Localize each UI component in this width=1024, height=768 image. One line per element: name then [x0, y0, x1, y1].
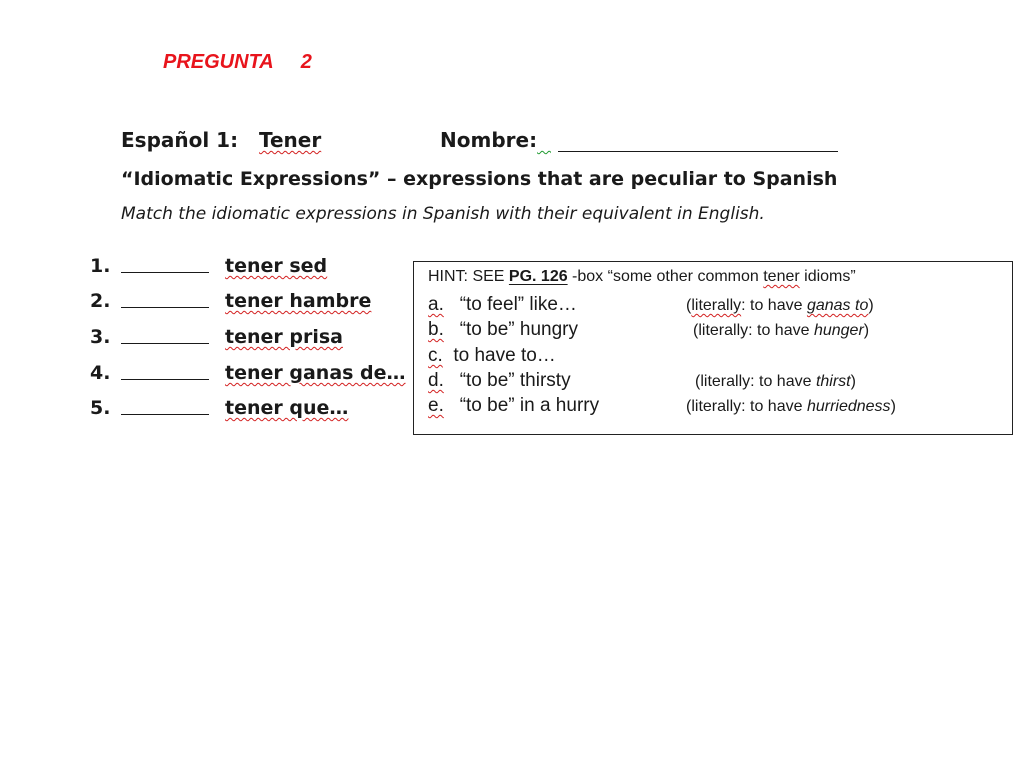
- hint-prefix: HINT: SEE: [428, 268, 509, 285]
- item-number: 1.: [90, 255, 111, 277]
- item-number: 5.: [90, 397, 111, 419]
- literal-word: literally: [698, 322, 749, 339]
- hint-suffix: -box “some other common: [567, 268, 764, 285]
- option-text: [428, 319, 578, 341]
- name-label-text: Nombre:: [440, 128, 538, 152]
- hint-tener-word: tener: [763, 268, 800, 285]
- topic-label: Tener: [259, 128, 322, 152]
- answer-blank: [121, 343, 209, 344]
- literal-word: literally: [691, 297, 742, 314]
- answer-blank: [121, 379, 209, 380]
- name-blank-line: [558, 151, 838, 152]
- option-literal: [693, 322, 869, 340]
- option-meaning: “to be” thirsty: [459, 370, 571, 391]
- literal-close: ): [863, 322, 870, 339]
- item-expression: tener hambre: [225, 290, 372, 312]
- option-meaning: to have to…: [453, 345, 556, 366]
- literal-mid: : to have: [741, 398, 807, 415]
- name-grammar-mark: [537, 128, 551, 152]
- literal-emphasis: thirst: [815, 373, 851, 390]
- course-label: Español 1:: [121, 128, 239, 152]
- worksheet-subtitle: “Idiomatic Expressions” – expressions that are peculiar to Spanish: [121, 168, 838, 190]
- literal-emphasis: hunger: [813, 322, 864, 339]
- option-letter: c.: [428, 345, 443, 366]
- name-label: [440, 128, 551, 152]
- option-text: [428, 370, 571, 392]
- item-expression: tener sed: [225, 255, 328, 277]
- literal-close: ): [890, 398, 896, 415]
- option-letter: d.: [428, 370, 444, 391]
- literal-word: literally: [691, 398, 742, 415]
- item-number: 2.: [90, 290, 111, 312]
- literal-mid: : to have: [741, 297, 807, 314]
- option-letter: a.: [428, 294, 444, 315]
- literal-emphasis: ganas to: [806, 297, 869, 314]
- literal-open: (: [686, 398, 692, 415]
- literal-open: (: [695, 373, 701, 390]
- option-text: [428, 395, 599, 417]
- option-text: [428, 345, 556, 367]
- answer-blank: [121, 414, 209, 415]
- hint-line: [428, 268, 856, 286]
- option-literal: [686, 297, 874, 315]
- worksheet-instructions: Match the idiomatic expressions in Spanish with their equivalent in English.: [121, 204, 765, 224]
- slide-title: PREGUNTA 2: [163, 51, 312, 73]
- literal-close: ): [850, 373, 856, 390]
- item-number: 4.: [90, 362, 111, 384]
- option-letter: e.: [428, 395, 444, 416]
- answer-blank: [121, 272, 209, 273]
- option-text: [428, 294, 577, 316]
- option-letter: b.: [428, 319, 444, 340]
- item-expression: tener que…: [225, 397, 349, 419]
- option-meaning: “to be” in a hurry: [459, 395, 600, 416]
- option-literal: [695, 373, 856, 391]
- literal-emphasis: hurriedness: [806, 398, 891, 415]
- item-number: 3.: [90, 326, 111, 348]
- item-expression: tener prisa: [225, 326, 343, 348]
- literal-close: ): [868, 297, 874, 314]
- literal-mid: : to have: [750, 373, 816, 390]
- literal-mid: : to have: [748, 322, 814, 339]
- literal-word: literally: [700, 373, 751, 390]
- literal-open: (: [693, 322, 699, 339]
- answer-blank: [121, 307, 209, 308]
- hint-box: [413, 261, 1013, 435]
- option-literal: [686, 398, 896, 416]
- hint-page-ref: PG. 126: [508, 268, 568, 285]
- option-meaning: “to feel” like…: [459, 294, 577, 315]
- item-expression: tener ganas de…: [225, 362, 406, 384]
- hint-suffix-end: idioms”: [799, 268, 856, 285]
- literal-open: (: [686, 297, 692, 314]
- option-meaning: “to be” hungry: [459, 319, 578, 340]
